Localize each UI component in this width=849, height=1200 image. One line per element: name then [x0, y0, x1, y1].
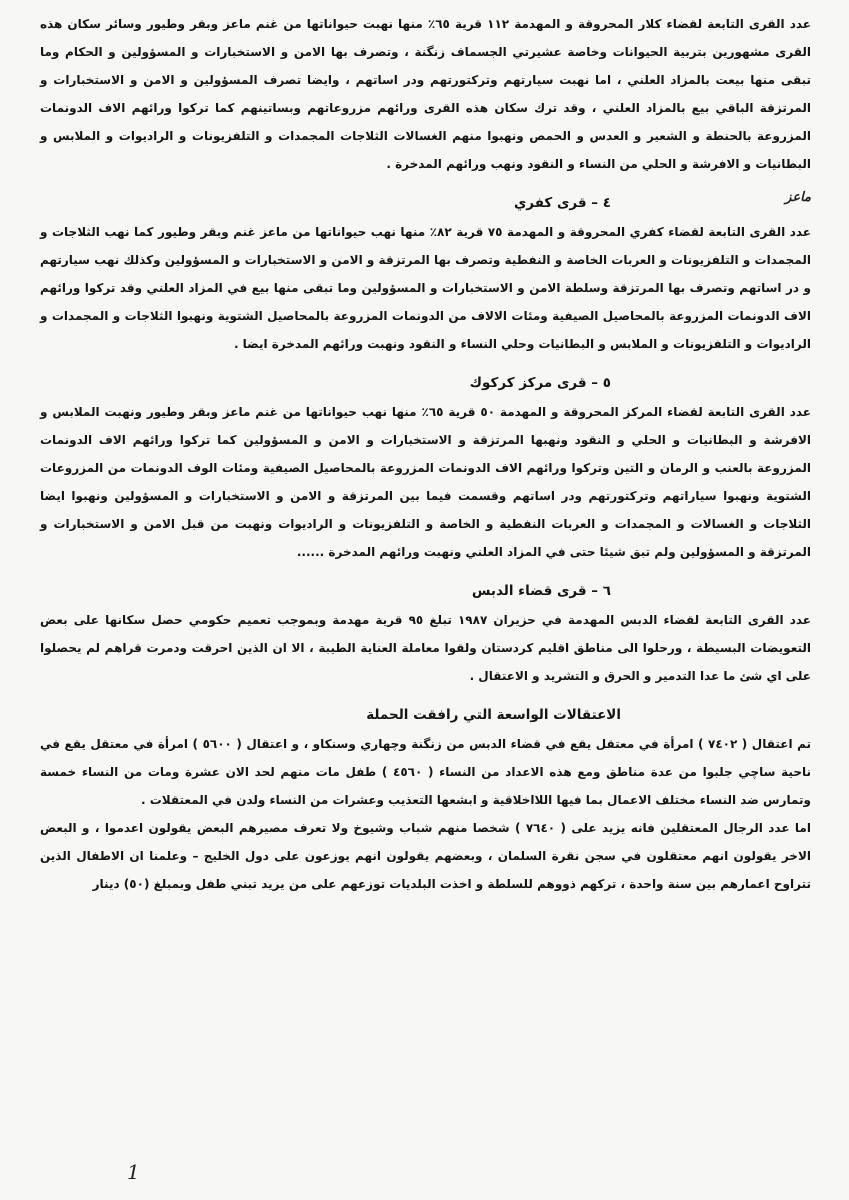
section-body-kifri: عدد القرى التابعة لقضاء كفري المحروقة و المهدمة ٧٥ قرية ٨٢٪ منها نهب حيواناتها من ماعز غنم وبقر وطيور كما نهب الثلاجات و المجمدات و التلفزيونات و العربات الخاصة و النفطية وتصرف بها المرتزقة و الامن و الاستخبارات و المسؤولين وكذلك نهب سيارتهم و در اساتهم وتصرف بها المرتزقة وسلطة الامن و الاستخبارات و المسؤولين وما تبقى منها بيع في المزاد العلني وقد تركوا ورائهم الاف الدونمات المزروعة بالمحاصيل الصيفية ومئات الالاف من الدونمات المزروعة بالمحاصيل الشتوية ونهبوا الثلاجات و المجمدات و الراديوات و التلفزيونات و الملابس و البطانيات وحلي النساء و النقود ونهبت ورائهم المدخرة ايضا .: [40, 225, 812, 351]
handwritten-margin-note: ماعز: [785, 190, 811, 205]
section-heading-arrests: الاعتقالات الواسعة التي رافقت الحملة: [366, 707, 621, 723]
section-arrests: [40, 702, 811, 898]
section-heading-dibis: ٦ – قرى قضاء الدبس: [471, 583, 611, 599]
section-body-arrests-men: اما عدد الرجال المعتقلين فانه يزيد على ( ٧٦٤٠ ) شخصا منهم شباب وشيوخ ولا تعرف مصيرهم البعض يقولون اعدموا ، و البعض الاخر يقولون انهم معتقلون في سجن نقرة السلمان ، وبعضهم يقولون انهم يوزعون على دول الخليج – وعلمنا ان الاطفال الذين تتراوح اعمارهم بين سنة واحدة ، تركهم ذووهم للسلطة و اخذت البلديات توزعهم على من يريد تبني طفل وبمبلغ (٥٠) دينار: [40, 821, 811, 891]
document-body: [40, 10, 811, 898]
page-number: 1: [127, 1160, 140, 1184]
section-kifri: [40, 190, 811, 358]
section-body-arrests-women: تم اعتقال ( ٧٤٠٢ ) امرأة في معتقل يقع في قضاء الدبس من زنگنة وچهاري وسنكاو ، و اعتقال ( ٥٦٠٠ ) امرأة في معتقل يقع في ناحية ساچي جلبوا من عدة مناطق ومع هذه الاعداد من النساء ( ٤٥٦٠ ) طفل مات منهم لحد الان عشرة ومات من النساء خمسة وتمارس ضد النساء مختلف الاعمال بما فيها اللااخلاقية و ابشعها التعذيب وعشرات من النساء ولدن في المعتقلات .: [40, 737, 811, 807]
section-kirkuk-center: [40, 370, 811, 566]
section-body-kirkuk-center: عدد القرى التابعة لقضاء المركز المحروقة و المهدمة ٥٠ قرية ٦٥٪ منها نهب حيواناتها من غنم ماعز وبقر وطيور ونهبت الملابس و الافرشة و البطانيات و الحلي و النقود ونهبها المرتزقة و الاستخبارات و الامن و المسؤولين كما تركوا ورائهم الاف الدونمات المزروعة بالعنب و الرمان و التين وتركوا ورائهم الاف الدونمات المزروعة بالمحاصيل الصيفية ومئات الوف الدونمات من المزروعات الشتوية ونهبوا سياراتهم وتركتورتهم ودر اساتهم وقسمت فيما بين المرتزقة و الامن و الاستخبارات و المسؤولين ونهبوا ايضا الثلاجات و الغسالات و المجمدات و العربات النفطية و الخاصة و التلفزيونات و الراديوات ونهبت من قبل الامن و الاستخبارات و المرتزقة و المسؤولين ولم تبق شيئا حتى في المزاد العلني ونهبت ورائهم المدخرة ......: [40, 405, 811, 559]
section-body-dibis: عدد القرى التابعة لقضاء الدبس المهدمة في حزيران ١٩٨٧ تبلغ ٩٥ قرية مهدمة وبموجب تعميم حكومي حصل سكانها على بعض التعويضات البسيطة ، ورحلوا الى مناطق اقليم كردستان ولقوا معاملة العناية الطيبة ، الا ان الذين احرقت ودمرت قراهم لم يحصلوا على اي شئ ما عدا التدمير و الحرق و التشريد و الاعتقال .: [40, 613, 811, 683]
section-dibis: [40, 578, 811, 690]
section-heading-kirkuk-center: ٥ – قرى مركز كركوك: [469, 375, 611, 391]
intro-paragraph: عدد القرى التابعة لقضاء كلار المحروقة و المهدمة ١١٢ قرية ٦٥٪ منها نهبت حيواناتها من غنم ماعز وبقر وطيور وسائر سكان هذه القرى مشهورين بتربية الحيوانات وخاصة عشيرتي الجسماف زنگنة ، وتصرف بها الامن و الاستخبارات و المسؤولين و الحكام وما تبقى منها بيعت بالمزاد العلني ، اما نهبت سيارتهم وتركتورتهم ودر اساتهم ، وايضا تصرف المسؤولين و الامن و الاستخبارات و المرتزقة الباقي بيع بالمزاد العلني ، وقد ترك سكان هذه القرى ورائهم مزروعاتهم وبساتينهم كما تركوا ورائهم الاف الدونمات المزروعة بالحنطة و الشعير و العدس و الحمص ونهبوا منهم الغسالات الثلاجات المجمدات و التلفزيونات و الراديوات و الملابس و البطانيات و الافرشة و الحلي من النساء و النقود ونهب ورائهم المدخرة .: [40, 17, 811, 171]
section-heading-kifri: ٤ – قرى كفري: [513, 195, 611, 211]
